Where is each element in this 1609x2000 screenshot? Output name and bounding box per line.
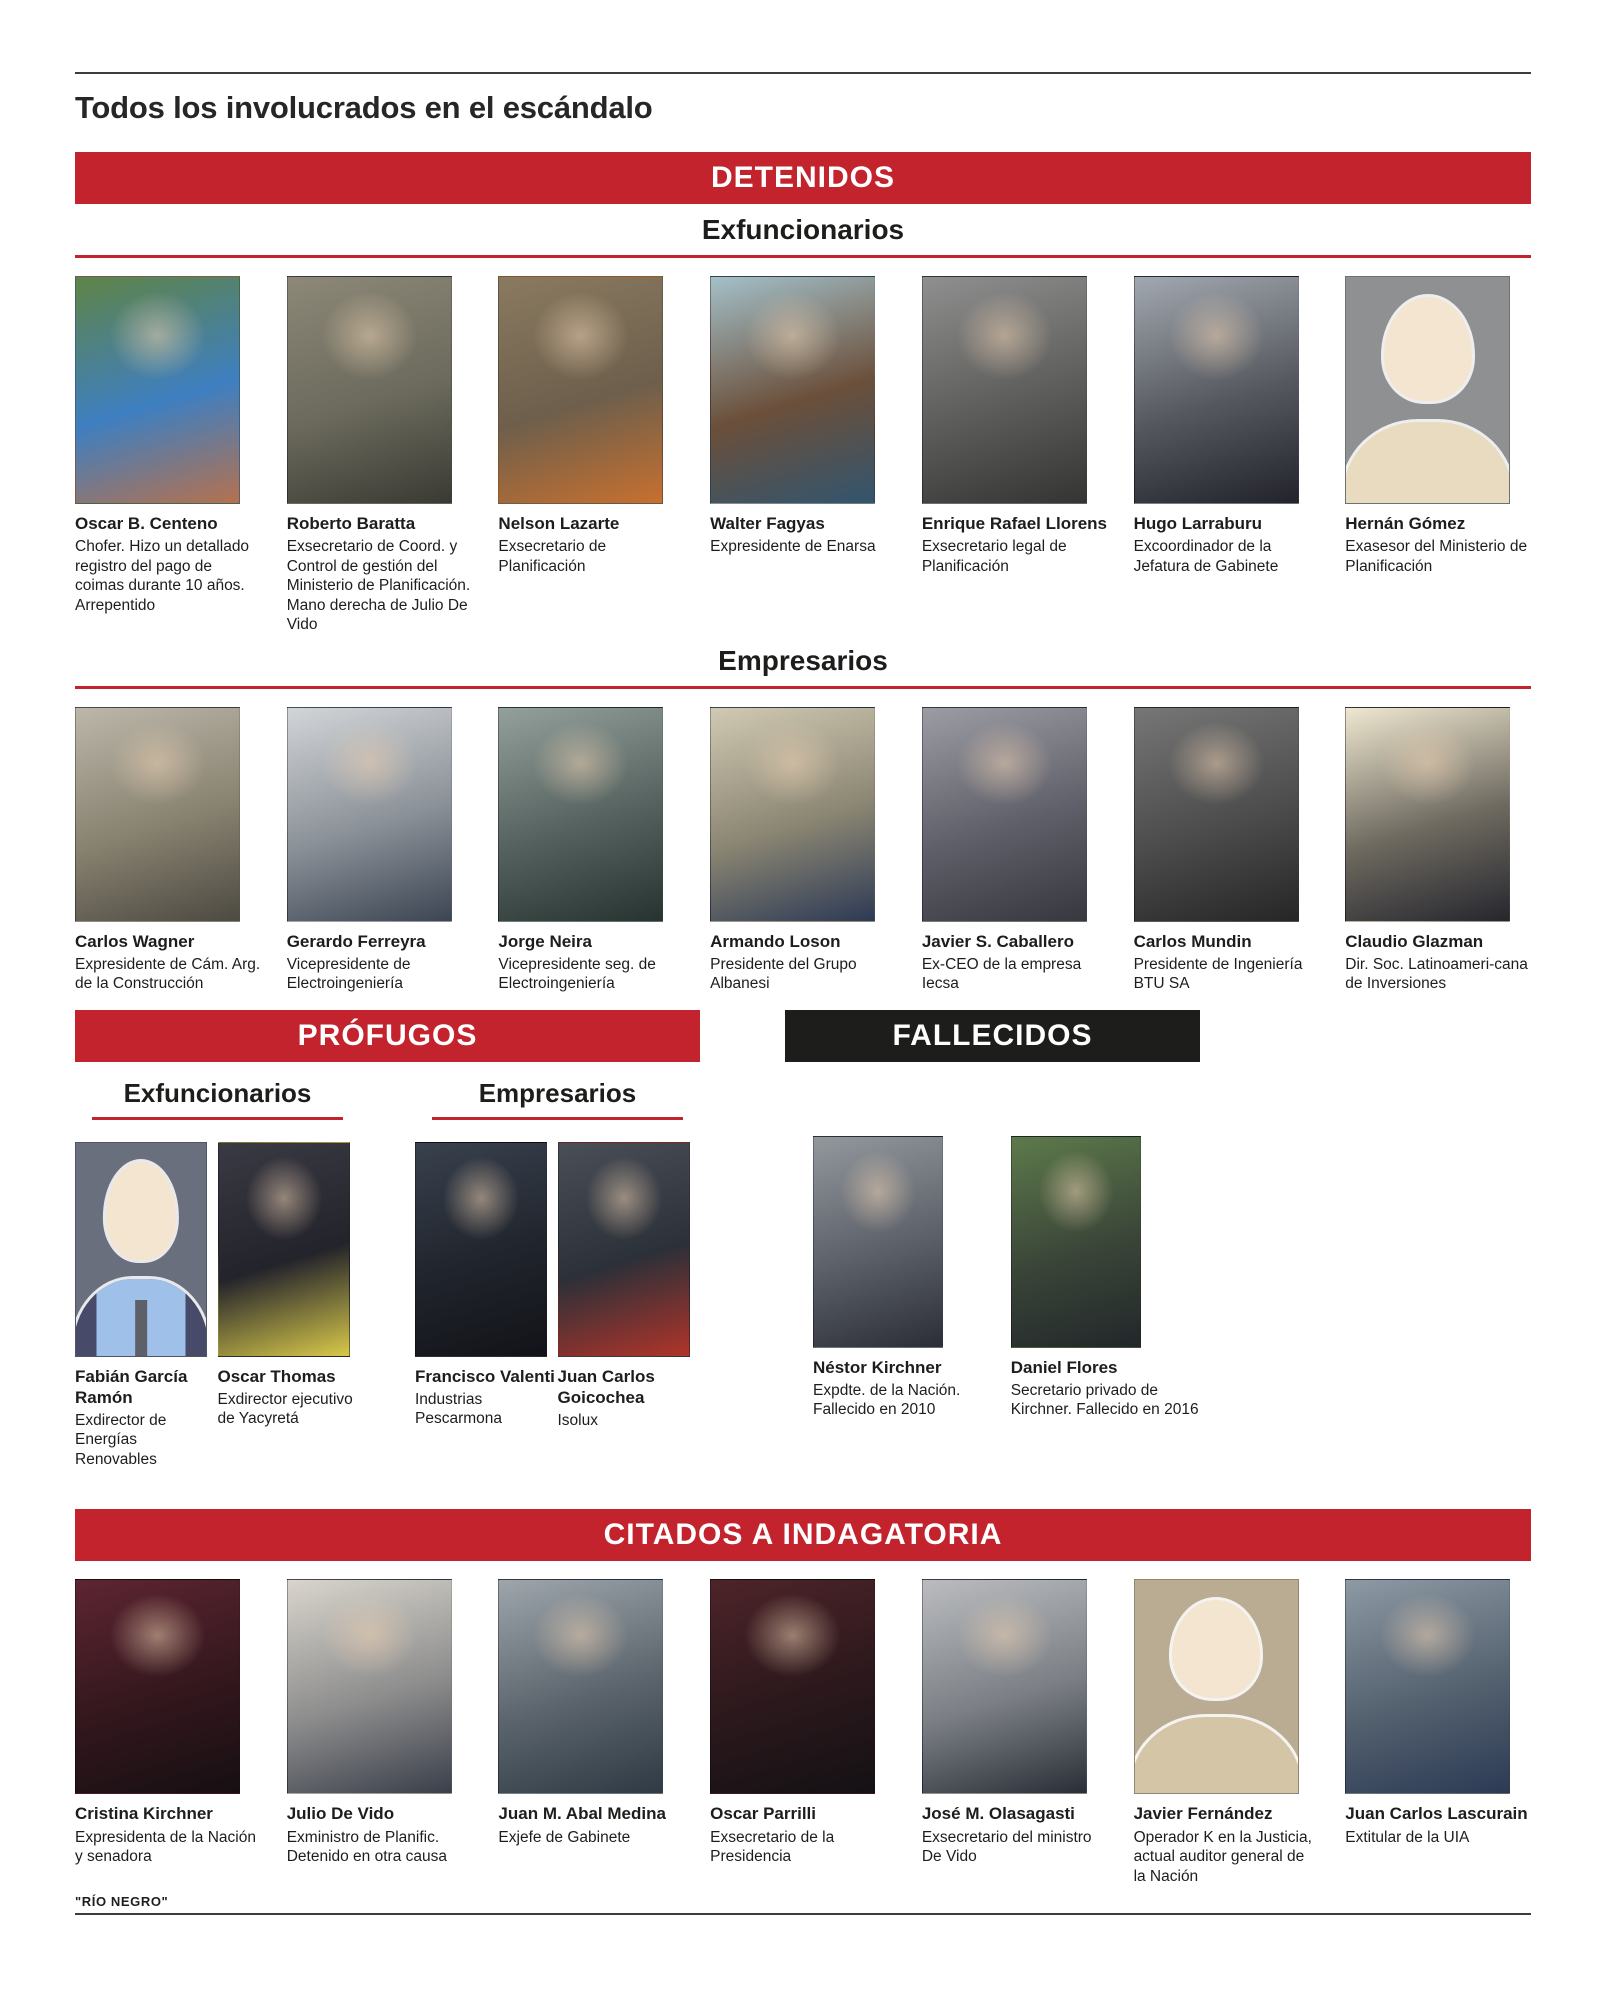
person-role: Expresidente de Cám. Arg. de la Construcción [75, 955, 261, 993]
person-card [922, 707, 1108, 994]
person-photo [1345, 707, 1510, 922]
person-role: Exsecretario de Coord. y Control de gestión del Ministerio de Planificación. Mano derecha de Julio De Vido [286, 538, 471, 634]
person-name: Enrique Rafael Llorens [921, 514, 1108, 533]
person-photo [415, 1142, 547, 1357]
person-role: Exministro de Planific. Detenido en otra causa [286, 1828, 447, 1866]
person-role: Extitular de la UIA [1345, 1828, 1470, 1846]
person-role: Operador K en la Justicia, actual auditor general de la Nación [1133, 1828, 1312, 1885]
person-photo [287, 707, 452, 922]
person-photo [75, 276, 240, 504]
person-name: Cristina Kirchner [75, 1804, 213, 1824]
person-name: Hugo Larraburu [1133, 514, 1263, 533]
person-name: Claudio Glazman [1345, 931, 1484, 951]
heading-detenidos-empresarios: Empresarios [75, 645, 1531, 689]
person-name: Jorge Neira [498, 931, 592, 951]
row-citados [75, 1579, 1531, 1886]
person-card [1011, 1136, 1200, 1420]
person-photo [1134, 707, 1299, 922]
person-photo [558, 1142, 690, 1357]
person-role: Excoordinador de la Jefatura de Gabinete [1133, 538, 1279, 575]
person-photo [287, 1579, 452, 1794]
person-role: Presidente del Grupo Albanesi [710, 955, 857, 993]
person-photo [1011, 1136, 1141, 1348]
person-card [922, 1579, 1108, 1886]
source-credit: "RÍO NEGRO" [75, 1894, 169, 1910]
person-role: Presidente de Ingeniería BTU SA [1133, 955, 1303, 993]
heading-profugos-empresarios: Empresarios [432, 1078, 683, 1120]
person-photo [922, 276, 1087, 504]
row-fallecidos [785, 1136, 1200, 1420]
person-name: Roberto Baratta [286, 514, 416, 533]
person-card [558, 1142, 701, 1431]
person-name: Daniel Flores [1010, 1357, 1118, 1377]
person-card [287, 707, 473, 994]
banner-label: DETENIDOS [710, 161, 896, 194]
person-card [287, 1579, 473, 1886]
person-role: Exsecretario de la Presidencia [710, 1828, 835, 1866]
person-card [1134, 276, 1320, 635]
person-role: Expresidenta de la Nación y senadora [75, 1828, 256, 1866]
person-card [498, 276, 684, 635]
person-card [498, 707, 684, 994]
person-photo [1345, 1579, 1510, 1794]
profugos-groups [75, 1078, 700, 1470]
person-name: Hernán Gómez [1345, 514, 1466, 533]
person-photo [710, 1579, 875, 1794]
person-photo [922, 707, 1087, 922]
person-role: Vicepresidente seg. de Electroingeniería [498, 955, 656, 993]
top-divider [75, 72, 1531, 74]
person-card [415, 1142, 558, 1431]
person-role: Exsecretario de Planificación [498, 538, 607, 575]
person-name: Gerardo Ferreyra [286, 931, 426, 951]
person-photo [710, 276, 875, 504]
person-role: Isolux [557, 1411, 598, 1429]
person-card [218, 1142, 361, 1470]
section-banner-profugos [75, 1010, 700, 1062]
profugos-block [75, 1010, 700, 1470]
person-photo [922, 1579, 1087, 1794]
person-photo-silhouette [1345, 276, 1510, 504]
section-banner-fallecidos [785, 1010, 1200, 1062]
person-photo [813, 1136, 943, 1348]
person-photo [75, 1579, 240, 1794]
profugos-fallecidos-row [75, 1010, 1531, 1470]
person-card [1345, 276, 1531, 635]
person-card [498, 1579, 684, 1886]
person-name: Armando Loson [710, 931, 841, 951]
person-card [710, 1579, 896, 1886]
person-photo-silhouette [1134, 1579, 1299, 1794]
bottom-divider [75, 1913, 1531, 1915]
silhouette-head [1384, 297, 1472, 401]
person-name: Oscar Thomas [217, 1366, 336, 1386]
silhouette-head [106, 1162, 176, 1260]
person-name: Juan Carlos Lascurain [1345, 1804, 1528, 1824]
person-photo [498, 1579, 663, 1794]
person-role: Exdirector de Energías Renovables [75, 1411, 167, 1468]
person-card [813, 1136, 961, 1420]
person-name: José M. Olasagasti [921, 1804, 1075, 1824]
heading-profugos-exfuncionarios: Exfuncionarios [92, 1078, 343, 1120]
person-role: Secretario privado de Kirchner. Fallecido en 2016 [1010, 1381, 1199, 1419]
profugos-exfuncionarios-group [75, 1078, 360, 1470]
section-banner-citados [75, 1509, 1531, 1561]
person-name: Juan M. Abal Medina [498, 1804, 666, 1824]
person-name: Oscar B. Centeno [75, 514, 218, 533]
content-area [75, 0, 1531, 1915]
person-role: Industrias Pescarmona [415, 1390, 503, 1428]
person-name: Nelson Lazarte [498, 514, 620, 533]
person-card [75, 707, 261, 994]
person-name: Carlos Wagner [75, 931, 195, 951]
person-name: Walter Fagyas [710, 514, 825, 533]
silhouette-body [1134, 1717, 1299, 1795]
person-card [287, 276, 473, 635]
person-name: Oscar Parrilli [710, 1804, 816, 1824]
silhouette-tie [135, 1300, 147, 1355]
person-name: Javier S. Caballero [921, 931, 1074, 951]
person-card [1134, 707, 1320, 994]
person-role: Exjefe de Gabinete [498, 1828, 631, 1846]
person-card [1345, 1579, 1531, 1886]
person-name: Carlos Mundin [1133, 931, 1252, 951]
person-photo [218, 1142, 350, 1357]
person-photo [75, 707, 240, 922]
person-role: Vicepresidente de Electroingeniería [286, 955, 411, 993]
row-profugos-exfuncionarios [75, 1142, 360, 1470]
person-role: Exsecretario del ministro De Vido [921, 1828, 1092, 1866]
person-role: Exdirector ejecutivo de Yacyretá [217, 1390, 353, 1428]
person-role: Exasesor del Ministerio de Planificación [1345, 538, 1528, 575]
person-photo [1134, 276, 1299, 504]
person-role: Exsecretario legal de Planificación [921, 538, 1067, 575]
silhouette-head [1172, 1600, 1260, 1698]
row-detenidos-exfuncionarios [75, 276, 1531, 635]
person-role: Expresidente de Enarsa [710, 538, 876, 556]
person-card [75, 1142, 218, 1470]
person-card [710, 276, 896, 635]
person-name: Fabián García Ramón [75, 1366, 188, 1407]
person-role: Ex-CEO de la empresa Iecsa [921, 955, 1082, 993]
person-role: Dir. Soc. Latinoameri-cana de Inversiones [1345, 955, 1528, 993]
profugos-empresarios-group [415, 1078, 700, 1470]
person-name: Juan Carlos Goicochea [557, 1366, 655, 1407]
silhouette-body [1345, 422, 1510, 504]
person-photo [287, 276, 452, 504]
person-photo [710, 707, 875, 922]
person-name: Julio De Vido [286, 1804, 395, 1824]
row-profugos-empresarios [415, 1142, 700, 1431]
person-photo [498, 707, 663, 922]
person-role: Chofer. Hizo un detallado registro del pago de coimas durante 10 años. Arrepentido [75, 538, 250, 614]
person-card [75, 1579, 261, 1886]
banner-label: PRÓFUGOS [297, 1018, 478, 1052]
banner-label: FALLECIDOS [892, 1018, 1093, 1052]
person-photo [498, 276, 663, 504]
person-card [710, 707, 896, 994]
page-title: Todos los involucrados en el escándalo [75, 90, 653, 125]
person-card [922, 276, 1108, 635]
fallecidos-block [785, 1010, 1200, 1420]
banner-label: CITADOS A INDAGATORIA [603, 1518, 1003, 1552]
person-name: Néstor Kirchner [813, 1357, 942, 1377]
row-detenidos-empresarios [75, 707, 1531, 994]
heading-detenidos-exfuncionarios: Exfuncionarios [75, 214, 1531, 258]
person-card [1134, 1579, 1320, 1886]
person-card [75, 276, 261, 635]
person-card [1345, 707, 1531, 994]
person-photo-silhouette [75, 1142, 207, 1357]
section-banner-detenidos [75, 152, 1531, 204]
person-name: Francisco Valenti [415, 1366, 555, 1386]
person-role: Expdte. de la Nación. Fallecido en 2010 [813, 1381, 961, 1419]
person-name: Javier Fernández [1133, 1804, 1273, 1824]
